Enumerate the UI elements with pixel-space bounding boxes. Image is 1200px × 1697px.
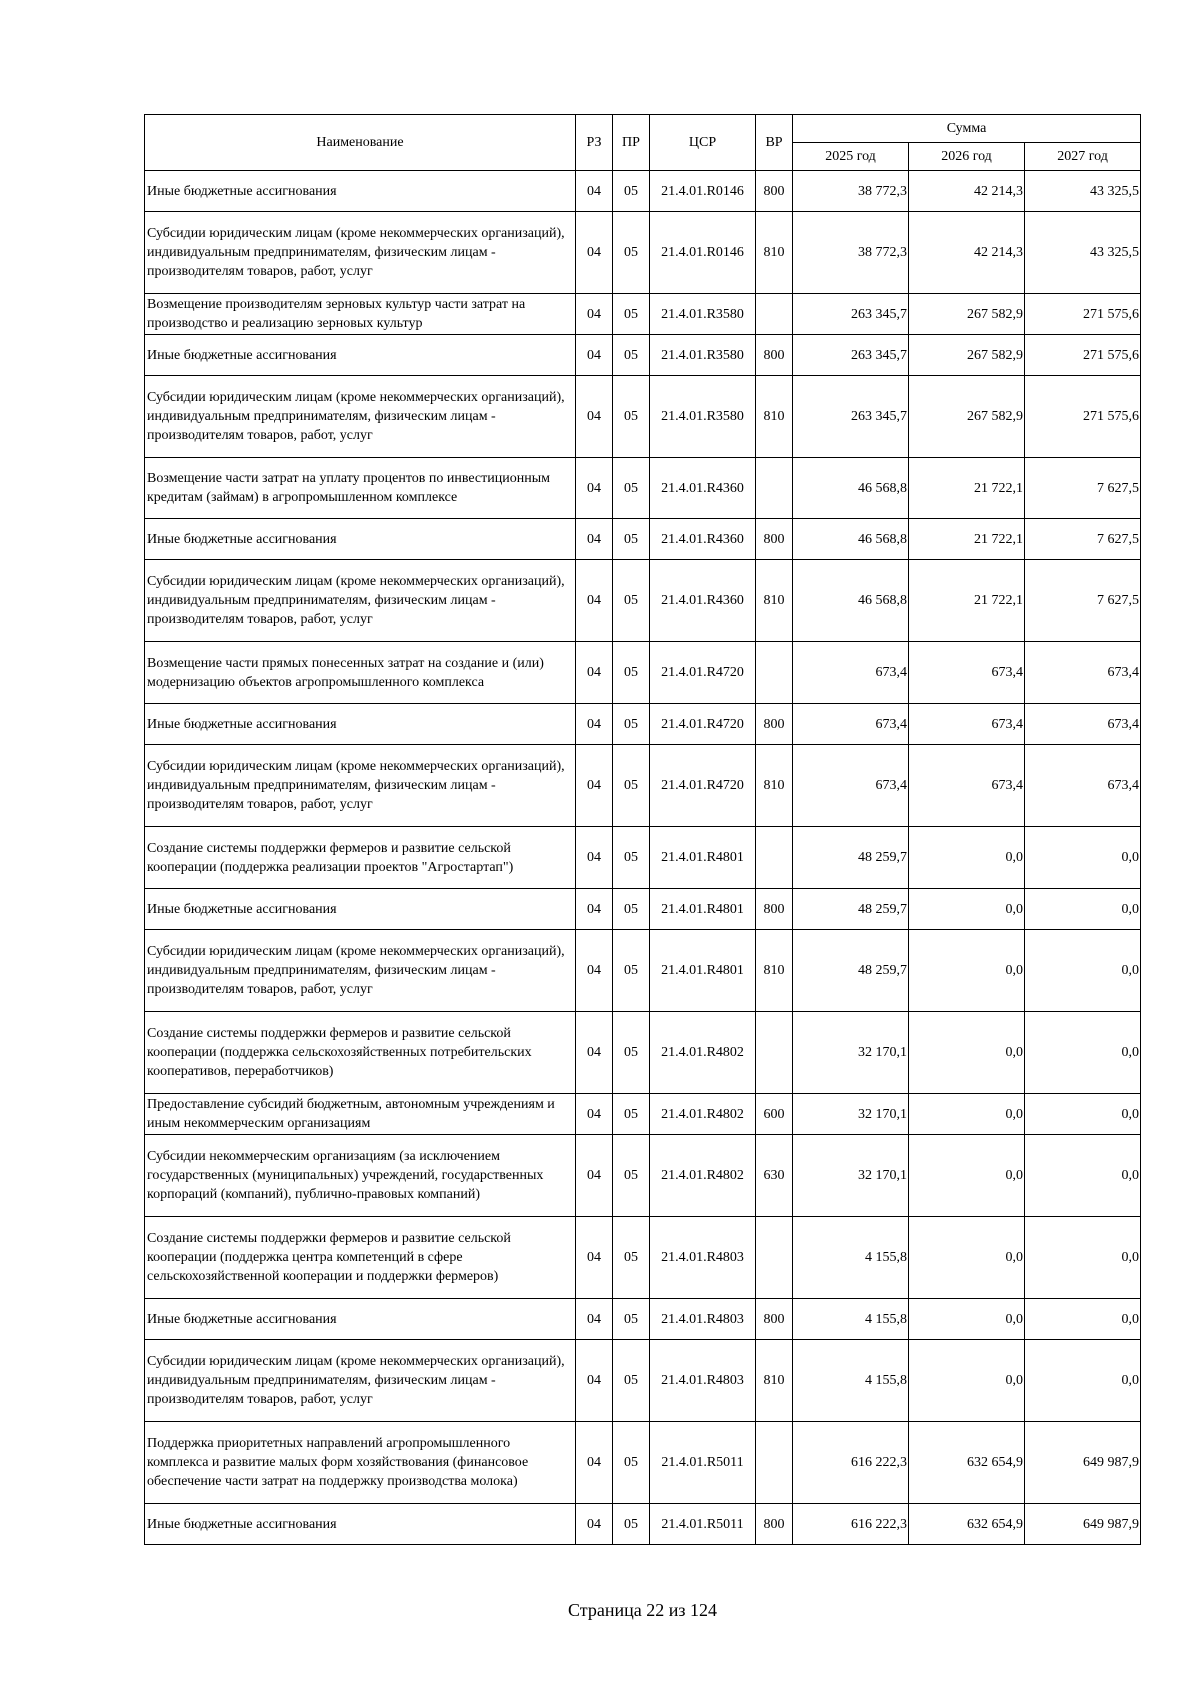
row-pr: 05 bbox=[613, 294, 650, 335]
row-pr: 05 bbox=[613, 1299, 650, 1340]
header-name: Наименование bbox=[145, 115, 576, 171]
row-rz: 04 bbox=[576, 1094, 613, 1135]
row-name: Субсидии некоммерческим организациям (за исключением государственных (муниципальных) учреждений, государственных корпораций (компаний), публично-правовых компаний) bbox=[145, 1135, 576, 1217]
row-vr: 810 bbox=[756, 376, 793, 458]
header-year-2026: 2026 год bbox=[909, 143, 1025, 171]
row-sum-2026: 21 722,1 bbox=[909, 519, 1025, 560]
row-sum-2025: 673,4 bbox=[793, 642, 909, 704]
row-sum-2027: 7 627,5 bbox=[1025, 458, 1141, 519]
row-pr: 05 bbox=[613, 827, 650, 889]
row-sum-2025: 48 259,7 bbox=[793, 827, 909, 889]
table-row bbox=[145, 889, 1141, 930]
row-sum-2026: 0,0 bbox=[909, 1340, 1025, 1422]
row-sum-2027: 0,0 bbox=[1025, 930, 1141, 1012]
row-sum-2026: 0,0 bbox=[909, 930, 1025, 1012]
row-vr: 810 bbox=[756, 745, 793, 827]
row-csr: 21.4.01.R5011 bbox=[650, 1504, 756, 1545]
row-sum-2027: 0,0 bbox=[1025, 1217, 1141, 1299]
row-pr: 05 bbox=[613, 1504, 650, 1545]
row-sum-2026: 673,4 bbox=[909, 642, 1025, 704]
row-csr: 21.4.01.R4801 bbox=[650, 827, 756, 889]
row-sum-2027: 0,0 bbox=[1025, 1135, 1141, 1217]
row-vr: 800 bbox=[756, 889, 793, 930]
row-csr: 21.4.01.R4360 bbox=[650, 458, 756, 519]
table-row bbox=[145, 827, 1141, 889]
row-vr: 810 bbox=[756, 930, 793, 1012]
row-pr: 05 bbox=[613, 1217, 650, 1299]
row-sum-2025: 673,4 bbox=[793, 704, 909, 745]
table-row bbox=[145, 745, 1141, 827]
table-row bbox=[145, 1135, 1141, 1217]
row-sum-2025: 38 772,3 bbox=[793, 212, 909, 294]
row-sum-2026: 21 722,1 bbox=[909, 560, 1025, 642]
row-csr: 21.4.01.R3580 bbox=[650, 376, 756, 458]
row-pr: 05 bbox=[613, 1094, 650, 1135]
row-name: Иные бюджетные ассигнования bbox=[145, 1504, 576, 1545]
row-rz: 04 bbox=[576, 560, 613, 642]
row-rz: 04 bbox=[576, 1217, 613, 1299]
row-sum-2027: 0,0 bbox=[1025, 889, 1141, 930]
row-sum-2025: 32 170,1 bbox=[793, 1094, 909, 1135]
row-vr bbox=[756, 1217, 793, 1299]
row-sum-2027: 673,4 bbox=[1025, 745, 1141, 827]
table-row bbox=[145, 519, 1141, 560]
row-csr: 21.4.01.R4802 bbox=[650, 1094, 756, 1135]
row-sum-2025: 46 568,8 bbox=[793, 560, 909, 642]
row-csr: 21.4.01.R0146 bbox=[650, 171, 756, 212]
row-sum-2027: 673,4 bbox=[1025, 642, 1141, 704]
row-sum-2027: 0,0 bbox=[1025, 827, 1141, 889]
row-pr: 05 bbox=[613, 1012, 650, 1094]
row-pr: 05 bbox=[613, 171, 650, 212]
row-vr: 630 bbox=[756, 1135, 793, 1217]
row-name: Поддержка приоритетных направлений агропромышленного комплекса и развитие малых форм хозяйствования (финансовое обеспечение части затрат на поддержку производства молока) bbox=[145, 1422, 576, 1504]
row-sum-2027: 649 987,9 bbox=[1025, 1422, 1141, 1504]
header-vr: ВР bbox=[756, 115, 793, 171]
table-row bbox=[145, 171, 1141, 212]
row-name: Создание системы поддержки фермеров и развитие сельской кооперации (поддержка сельскохозяйственных потребительских кооперативов, переработчиков) bbox=[145, 1012, 576, 1094]
row-rz: 04 bbox=[576, 1504, 613, 1545]
table-row bbox=[145, 930, 1141, 1012]
row-pr: 05 bbox=[613, 745, 650, 827]
row-rz: 04 bbox=[576, 930, 613, 1012]
row-sum-2026: 632 654,9 bbox=[909, 1504, 1025, 1545]
table-row bbox=[145, 1422, 1141, 1504]
row-csr: 21.4.01.R3580 bbox=[650, 294, 756, 335]
row-pr: 05 bbox=[613, 642, 650, 704]
row-name: Иные бюджетные ассигнования bbox=[145, 171, 576, 212]
row-sum-2026: 267 582,9 bbox=[909, 335, 1025, 376]
row-pr: 05 bbox=[613, 335, 650, 376]
row-sum-2026: 0,0 bbox=[909, 889, 1025, 930]
row-sum-2026: 0,0 bbox=[909, 1217, 1025, 1299]
row-rz: 04 bbox=[576, 519, 613, 560]
header-rz: РЗ bbox=[576, 115, 613, 171]
table-header bbox=[145, 115, 1141, 171]
row-sum-2027: 0,0 bbox=[1025, 1012, 1141, 1094]
row-sum-2026: 42 214,3 bbox=[909, 171, 1025, 212]
row-csr: 21.4.01.R4803 bbox=[650, 1340, 756, 1422]
row-vr: 800 bbox=[756, 1504, 793, 1545]
row-sum-2025: 46 568,8 bbox=[793, 519, 909, 560]
row-sum-2026: 267 582,9 bbox=[909, 294, 1025, 335]
row-sum-2027: 0,0 bbox=[1025, 1299, 1141, 1340]
row-name: Иные бюджетные ассигнования bbox=[145, 1299, 576, 1340]
table-row bbox=[145, 212, 1141, 294]
table-row bbox=[145, 1217, 1141, 1299]
row-pr: 05 bbox=[613, 458, 650, 519]
row-csr: 21.4.01.R4720 bbox=[650, 704, 756, 745]
header-pr: ПР bbox=[613, 115, 650, 171]
row-name: Субсидии юридическим лицам (кроме некоммерческих организаций), индивидуальным предпринимателям, физическим лицам - производителям товаров, работ, услуг bbox=[145, 560, 576, 642]
row-sum-2025: 4 155,8 bbox=[793, 1299, 909, 1340]
row-csr: 21.4.01.R4360 bbox=[650, 560, 756, 642]
row-pr: 05 bbox=[613, 889, 650, 930]
table-row bbox=[145, 1504, 1141, 1545]
row-rz: 04 bbox=[576, 889, 613, 930]
row-pr: 05 bbox=[613, 212, 650, 294]
row-pr: 05 bbox=[613, 1340, 650, 1422]
row-rz: 04 bbox=[576, 335, 613, 376]
row-sum-2027: 0,0 bbox=[1025, 1094, 1141, 1135]
row-sum-2025: 48 259,7 bbox=[793, 930, 909, 1012]
row-vr bbox=[756, 1012, 793, 1094]
row-vr bbox=[756, 458, 793, 519]
row-pr: 05 bbox=[613, 930, 650, 1012]
row-rz: 04 bbox=[576, 1422, 613, 1504]
row-sum-2025: 38 772,3 bbox=[793, 171, 909, 212]
row-name: Предоставление субсидий бюджетным, автономным учреждениям и иным некоммерческим организациям bbox=[145, 1094, 576, 1135]
row-pr: 05 bbox=[613, 1135, 650, 1217]
row-rz: 04 bbox=[576, 1135, 613, 1217]
row-sum-2025: 263 345,7 bbox=[793, 335, 909, 376]
row-csr: 21.4.01.R4720 bbox=[650, 745, 756, 827]
table-row bbox=[145, 335, 1141, 376]
row-sum-2027: 271 575,6 bbox=[1025, 335, 1141, 376]
table-body bbox=[145, 171, 1141, 1545]
row-pr: 05 bbox=[613, 376, 650, 458]
row-rz: 04 bbox=[576, 1340, 613, 1422]
row-vr: 800 bbox=[756, 704, 793, 745]
table-row bbox=[145, 1299, 1141, 1340]
row-sum-2025: 673,4 bbox=[793, 745, 909, 827]
row-name: Иные бюджетные ассигнования bbox=[145, 519, 576, 560]
row-sum-2025: 616 222,3 bbox=[793, 1504, 909, 1545]
table-row bbox=[145, 294, 1141, 335]
row-pr: 05 bbox=[613, 519, 650, 560]
row-sum-2025: 263 345,7 bbox=[793, 376, 909, 458]
table-row bbox=[145, 1094, 1141, 1135]
row-pr: 05 bbox=[613, 704, 650, 745]
row-csr: 21.4.01.R4803 bbox=[650, 1217, 756, 1299]
row-sum-2026: 21 722,1 bbox=[909, 458, 1025, 519]
header-year-2027: 2027 год bbox=[1025, 143, 1141, 171]
row-sum-2025: 32 170,1 bbox=[793, 1012, 909, 1094]
row-rz: 04 bbox=[576, 745, 613, 827]
row-name: Возмещение части прямых понесенных затрат на создание и (или) модернизацию объектов агропромышленного комплекса bbox=[145, 642, 576, 704]
row-vr: 800 bbox=[756, 1299, 793, 1340]
row-sum-2025: 32 170,1 bbox=[793, 1135, 909, 1217]
row-vr bbox=[756, 294, 793, 335]
row-sum-2025: 616 222,3 bbox=[793, 1422, 909, 1504]
row-sum-2026: 673,4 bbox=[909, 704, 1025, 745]
row-name: Субсидии юридическим лицам (кроме некоммерческих организаций), индивидуальным предпринимателям, физическим лицам - производителям товаров, работ, услуг bbox=[145, 745, 576, 827]
row-csr: 21.4.01.R4801 bbox=[650, 930, 756, 1012]
table-row bbox=[145, 704, 1141, 745]
row-rz: 04 bbox=[576, 294, 613, 335]
row-sum-2027: 0,0 bbox=[1025, 1340, 1141, 1422]
row-sum-2026: 673,4 bbox=[909, 745, 1025, 827]
header-year-2025: 2025 год bbox=[793, 143, 909, 171]
row-sum-2027: 7 627,5 bbox=[1025, 519, 1141, 560]
row-name: Субсидии юридическим лицам (кроме некоммерческих организаций), индивидуальным предпринимателям, физическим лицам - производителям товаров, работ, услуг bbox=[145, 212, 576, 294]
row-csr: 21.4.01.R5011 bbox=[650, 1422, 756, 1504]
row-rz: 04 bbox=[576, 1012, 613, 1094]
row-csr: 21.4.01.R3580 bbox=[650, 335, 756, 376]
row-pr: 05 bbox=[613, 1422, 650, 1504]
row-name: Иные бюджетные ассигнования bbox=[145, 335, 576, 376]
row-name: Субсидии юридическим лицам (кроме некоммерческих организаций), индивидуальным предпринимателям, физическим лицам - производителям товаров, работ, услуг bbox=[145, 930, 576, 1012]
row-csr: 21.4.01.R4803 bbox=[650, 1299, 756, 1340]
row-sum-2025: 48 259,7 bbox=[793, 889, 909, 930]
table-row bbox=[145, 1012, 1141, 1094]
row-sum-2026: 267 582,9 bbox=[909, 376, 1025, 458]
header-csr: ЦСР bbox=[650, 115, 756, 171]
row-sum-2025: 46 568,8 bbox=[793, 458, 909, 519]
row-rz: 04 bbox=[576, 642, 613, 704]
row-vr bbox=[756, 1422, 793, 1504]
row-sum-2026: 632 654,9 bbox=[909, 1422, 1025, 1504]
row-csr: 21.4.01.R4720 bbox=[650, 642, 756, 704]
row-sum-2027: 7 627,5 bbox=[1025, 560, 1141, 642]
row-name: Возмещение производителям зерновых культур части затрат на производство и реализацию зерновых культур bbox=[145, 294, 576, 335]
row-name: Иные бюджетные ассигнования bbox=[145, 889, 576, 930]
header-row bbox=[145, 115, 1141, 143]
row-sum-2026: 0,0 bbox=[909, 1094, 1025, 1135]
row-vr: 800 bbox=[756, 335, 793, 376]
row-name: Иные бюджетные ассигнования bbox=[145, 704, 576, 745]
row-rz: 04 bbox=[576, 458, 613, 519]
row-sum-2027: 271 575,6 bbox=[1025, 294, 1141, 335]
table-row bbox=[145, 642, 1141, 704]
row-csr: 21.4.01.R0146 bbox=[650, 212, 756, 294]
row-rz: 04 bbox=[576, 171, 613, 212]
budget-table bbox=[144, 114, 1141, 1545]
row-name: Создание системы поддержки фермеров и развитие сельской кооперации (поддержка реализации проектов "Агростартап") bbox=[145, 827, 576, 889]
row-rz: 04 bbox=[576, 376, 613, 458]
row-csr: 21.4.01.R4802 bbox=[650, 1135, 756, 1217]
row-rz: 04 bbox=[576, 1299, 613, 1340]
row-csr: 21.4.01.R4360 bbox=[650, 519, 756, 560]
row-pr: 05 bbox=[613, 560, 650, 642]
row-vr: 810 bbox=[756, 1340, 793, 1422]
row-sum-2026: 0,0 bbox=[909, 1299, 1025, 1340]
row-vr bbox=[756, 827, 793, 889]
header-sum: Сумма bbox=[793, 115, 1141, 143]
row-sum-2027: 43 325,5 bbox=[1025, 212, 1141, 294]
table-row bbox=[145, 560, 1141, 642]
row-sum-2026: 0,0 bbox=[909, 1135, 1025, 1217]
row-rz: 04 bbox=[576, 704, 613, 745]
row-rz: 04 bbox=[576, 212, 613, 294]
row-vr bbox=[756, 642, 793, 704]
row-sum-2025: 4 155,8 bbox=[793, 1217, 909, 1299]
row-sum-2025: 4 155,8 bbox=[793, 1340, 909, 1422]
row-sum-2027: 673,4 bbox=[1025, 704, 1141, 745]
row-vr: 800 bbox=[756, 171, 793, 212]
row-rz: 04 bbox=[576, 827, 613, 889]
row-csr: 21.4.01.R4801 bbox=[650, 889, 756, 930]
row-sum-2026: 0,0 bbox=[909, 827, 1025, 889]
row-sum-2027: 43 325,5 bbox=[1025, 171, 1141, 212]
row-vr: 600 bbox=[756, 1094, 793, 1135]
row-name: Субсидии юридическим лицам (кроме некоммерческих организаций), индивидуальным предпринимателям, физическим лицам - производителям товаров, работ, услуг bbox=[145, 1340, 576, 1422]
row-sum-2025: 263 345,7 bbox=[793, 294, 909, 335]
row-sum-2027: 271 575,6 bbox=[1025, 376, 1141, 458]
table-row bbox=[145, 1340, 1141, 1422]
table-row bbox=[145, 376, 1141, 458]
table-row bbox=[145, 458, 1141, 519]
page-number: Страница 22 из 124 bbox=[568, 1600, 717, 1620]
row-csr: 21.4.01.R4802 bbox=[650, 1012, 756, 1094]
row-name: Субсидии юридическим лицам (кроме некоммерческих организаций), индивидуальным предпринимателям, физическим лицам - производителям товаров, работ, услуг bbox=[145, 376, 576, 458]
row-vr: 810 bbox=[756, 560, 793, 642]
row-sum-2026: 0,0 bbox=[909, 1012, 1025, 1094]
row-name: Создание системы поддержки фермеров и развитие сельской кооперации (поддержка центра компетенций в сфере сельскохозяйственной кооперации и поддержки фермеров) bbox=[145, 1217, 576, 1299]
row-vr: 800 bbox=[756, 519, 793, 560]
row-sum-2026: 42 214,3 bbox=[909, 212, 1025, 294]
row-name: Возмещение части затрат на уплату процентов по инвестиционным кредитам (займам) в агропромышленном комплексе bbox=[145, 458, 576, 519]
row-vr: 810 bbox=[756, 212, 793, 294]
row-sum-2027: 649 987,9 bbox=[1025, 1504, 1141, 1545]
